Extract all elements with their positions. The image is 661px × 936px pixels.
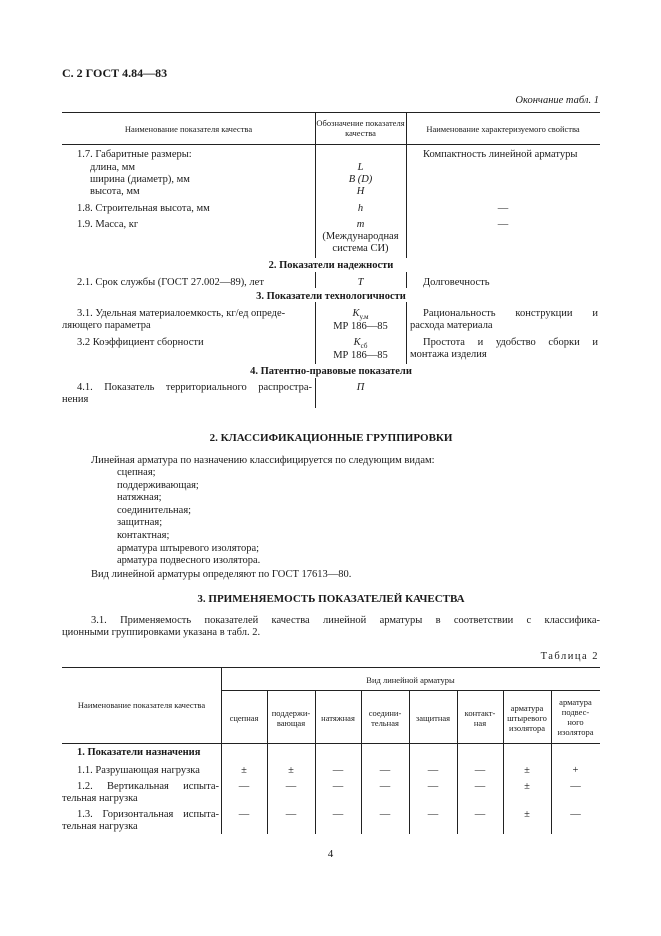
cell: ± (524, 781, 530, 792)
cell: ± (524, 809, 530, 820)
cell: — (238, 809, 250, 820)
t2-col-2: поддержи- вающая (271, 708, 311, 728)
table-row: 1.2. Вертикальная испыта- тельная нагрузка (62, 781, 219, 804)
list-item: защитная; (117, 517, 163, 529)
symbol-H: H (356, 186, 365, 197)
row-3-2-ref: МР 186—85 (333, 350, 388, 361)
cell: ± (524, 765, 530, 776)
cell: ± (241, 765, 247, 776)
symbol-B: B (D) (348, 174, 373, 185)
row-1-8-name: 1.8. Строительная высота, мм (77, 203, 210, 214)
symbol-Ksb: $K_{сб}$ (353, 337, 368, 351)
row-1-9-name: 1.9. Масса, кг (77, 219, 139, 230)
row-1-9-note2: система СИ) (332, 243, 389, 254)
row-1-8-property: — (497, 203, 509, 214)
cell: — (379, 781, 391, 792)
t2-group-header: Вид линейной арматуры (366, 675, 455, 685)
row-3-1-ref: МР 186—85 (333, 321, 388, 332)
row-3-1-property: Рациональность конструкции и расхода материала (410, 308, 598, 331)
list-item: контактная; (117, 529, 170, 541)
cell: — (570, 781, 581, 792)
col-header-property: Наименование характеризуемого свойства (426, 124, 580, 134)
symbol-L: L (357, 162, 364, 173)
list-item: арматура подвесного изолятора. (117, 555, 261, 567)
col-header-name: Наименование показателя качества (124, 124, 253, 134)
cell: — (332, 765, 344, 776)
list-item: натяжная; (117, 492, 162, 504)
row-3-1-name: 3.1. Удельная материалоемкость, кг/ед опреде- ляющего параметра (62, 308, 286, 331)
row-2-1-name: 2.1. Срок службы (ГОСТ 27.002—89), лет (77, 277, 264, 288)
symbol-h: h (357, 203, 364, 214)
row-1-9-note1: (Международная (322, 231, 399, 242)
cell: — (474, 809, 486, 820)
t2-col-3: натяжная (321, 713, 355, 723)
page-header: С. 2 ГОСТ 4.84—83 (62, 66, 168, 80)
section-2-title: 2. КЛАССИФИКАЦИОННЫЕ ГРУППИРОВКИ (209, 432, 453, 444)
cell: — (427, 809, 439, 820)
cell: — (427, 765, 439, 776)
cell: — (332, 809, 344, 820)
row-1-7-height: высота, мм (90, 186, 140, 197)
cell: — (474, 765, 486, 776)
list-item: арматура штыревого изолятора; (117, 542, 260, 554)
row-1-7-property: Компактность линейной арматуры (423, 149, 578, 160)
row-2-1-property: Долговечность (423, 277, 490, 288)
row-1-9-property: — (497, 219, 509, 230)
row-3-2-property: Простота и удобство сборки и монтажа изделия (410, 337, 598, 360)
list-item: соединительная; (117, 504, 192, 516)
t2-section-1: 1. Показатели назначения (77, 747, 201, 758)
section-2-outro: Вид линейной арматуры определяют по ГОСТ 17613—80. (91, 569, 352, 580)
t2-col-6: контакт- ная (464, 708, 496, 728)
symbol-Kum: $K_{у.м}$ (352, 308, 369, 322)
section-3-paragraph: 3.1. Применяемость показателей качества линейной арматуры в соответствии с классифика- ционными группировками указана в табл. 2. (62, 615, 600, 638)
table-row: 1.1. Разрушающая нагрузка (77, 765, 200, 776)
cell: — (332, 781, 344, 792)
cell: — (474, 781, 486, 792)
symbol-T: T (357, 277, 364, 288)
col-header-symbol: Обозначение показателя качества (316, 118, 405, 138)
t2-col-name: Наименование показателя качества (77, 700, 206, 710)
table1-section-2: 2. Показатели надежности (268, 260, 394, 271)
page-number: 4 (327, 848, 334, 860)
t2-col-1: сцепная (229, 713, 259, 723)
section-3-title: 3. ПРИМЕНЯЕМОСТЬ ПОКАЗАТЕЛЕЙ КАЧЕСТВА (197, 593, 465, 605)
table1-section-3: 3. Показатели технологичности (256, 291, 406, 302)
list-item: поддерживающая; (117, 479, 199, 491)
cell: — (379, 765, 391, 776)
symbol-P: П (356, 382, 365, 393)
row-4-1-name: 4.1. Показатель территориального распростра- нения (62, 382, 312, 405)
symbol-m: m (356, 219, 365, 230)
t2-col-8: арматура подвес- ного изолятора (557, 697, 594, 737)
cell: + (572, 765, 579, 776)
cell: — (285, 809, 297, 820)
row-1-7-name: 1.7. Габаритные размеры: (77, 149, 192, 160)
table1-caption: Окончание табл. 1 (515, 95, 599, 106)
cell: — (285, 781, 297, 792)
t2-col-5: защитная (415, 713, 451, 723)
cell: — (238, 781, 250, 792)
cell: — (570, 809, 581, 820)
cell: — (427, 781, 439, 792)
table-row: 1.3. Горизонтальная испыта- тельная нагрузка (62, 809, 219, 832)
section-2-intro: Линейная арматура по назначению классифицируется по следующим видам: (91, 455, 435, 466)
row-1-7-length: длина, мм (90, 162, 136, 173)
row-1-7-width: ширина (диаметр), мм (90, 174, 190, 185)
table2-caption: Таблица 2 (540, 651, 599, 662)
cell: ± (288, 765, 294, 776)
table1-section-4: 4. Патентно-правовые показатели (250, 366, 412, 377)
classification-list (117, 467, 260, 568)
t2-col-4: соедини- тельная (368, 708, 402, 728)
list-item: сцепная; (117, 467, 156, 478)
t2-col-7: арматура штыревого изолятора (507, 703, 547, 733)
cell: — (379, 809, 391, 820)
row-3-2-name: 3.2 Коэффициент сборности (77, 337, 204, 348)
